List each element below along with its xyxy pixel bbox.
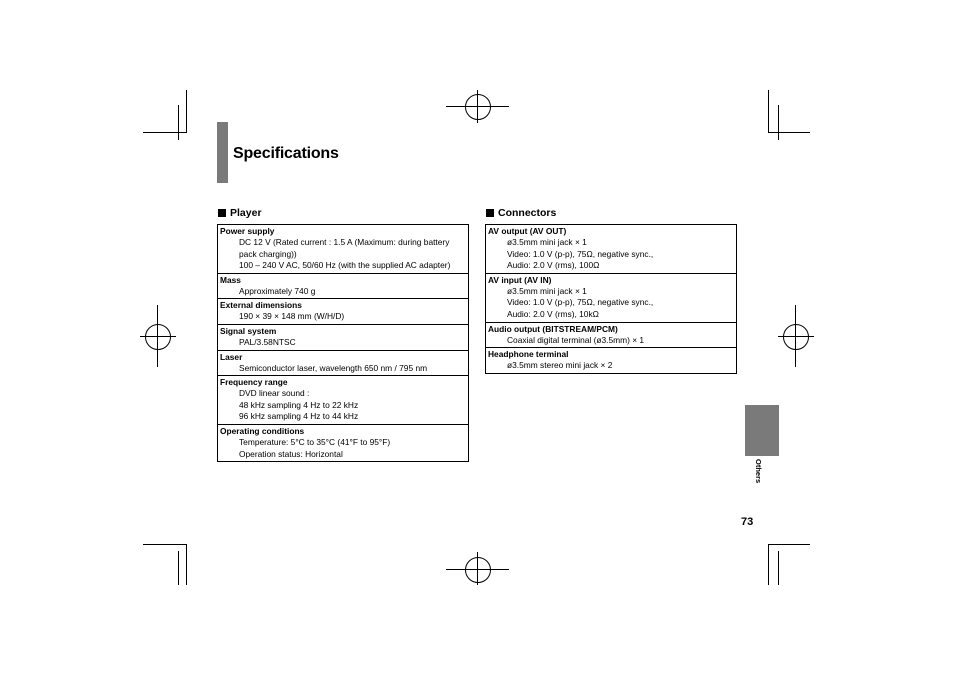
table-row xyxy=(218,299,468,325)
player-heading-text: Player xyxy=(230,207,262,219)
spec-value: 100 – 240 V AC, 50/60 Hz (with the supplied AC adapter) xyxy=(239,260,451,271)
table-row xyxy=(218,325,468,351)
table-row xyxy=(486,348,736,374)
spec-value: 96 kHz sampling 4 Hz to 44 kHz xyxy=(239,411,359,422)
spec-name: Operating conditions xyxy=(220,425,305,436)
spec-value: DVD linear sound : xyxy=(239,388,310,399)
table-row xyxy=(486,274,736,323)
spec-value: 48 kHz sampling 4 Hz to 22 kHz xyxy=(239,399,359,410)
table-row xyxy=(486,323,736,349)
spec-name: External dimensions xyxy=(220,300,302,311)
table-row xyxy=(486,225,736,274)
table-row xyxy=(218,351,468,377)
spec-value: ø3.5mm mini jack × 1 xyxy=(507,285,587,296)
spec-value: Video: 1.0 V (p-p), 75Ω, negative sync., xyxy=(507,248,654,259)
spec-value: Approximately 740 g xyxy=(239,285,316,296)
table-row xyxy=(218,376,468,425)
spec-value: DC 12 V (Rated current : 1.5 A (Maximum: during battery xyxy=(239,237,450,247)
spec-value: PAL/3.58NTSC xyxy=(239,336,296,347)
side-tab-label: Others xyxy=(754,459,763,484)
spec-name: AV input (AV IN) xyxy=(488,274,552,285)
spec-name: Laser xyxy=(220,351,243,362)
spec-value: pack charging)) xyxy=(239,248,297,259)
square-bullet-icon xyxy=(218,209,226,217)
page-title: Specifications xyxy=(233,145,339,162)
player-spec-table xyxy=(217,224,469,462)
spec-value: ø3.5mm mini jack × 1 xyxy=(507,237,587,247)
spec-value: Temperature: 5°C to 35°C (41°F to 95°F) xyxy=(239,436,391,447)
title-accent-bar xyxy=(217,122,228,183)
player-section-heading xyxy=(218,207,262,219)
spec-name: Power supply xyxy=(220,226,275,236)
spec-value: Audio: 2.0 V (rms), 10kΩ xyxy=(507,308,599,319)
spec-value: Audio: 2.0 V (rms), 100Ω xyxy=(507,260,600,271)
spec-name: Audio output (BITSTREAM/PCM) xyxy=(488,323,618,334)
spec-name: AV output (AV OUT) xyxy=(488,226,567,236)
spec-value: Operation status: Horizontal xyxy=(239,448,343,459)
spec-value: Video: 1.0 V (p-p), 75Ω, negative sync., xyxy=(507,297,654,308)
connectors-heading-text: Connectors xyxy=(498,207,557,219)
table-row xyxy=(218,425,468,462)
spec-name: Signal system xyxy=(220,325,277,336)
spec-value: ø3.5mm stereo mini jack × 2 xyxy=(507,360,613,371)
connectors-spec-table xyxy=(485,224,737,374)
spec-name: Mass xyxy=(220,274,241,285)
spec-value: Semiconductor laser, wavelength 650 nm / 795 nm xyxy=(239,362,428,373)
table-row xyxy=(218,225,468,274)
table-row xyxy=(218,274,468,300)
spec-name: Frequency range xyxy=(220,377,288,388)
side-tab xyxy=(745,405,779,456)
spec-value: 190 × 39 × 148 mm (W/H/D) xyxy=(239,311,345,322)
page-number: 73 xyxy=(741,516,754,528)
spec-name: Headphone terminal xyxy=(488,349,569,360)
connectors-section-heading xyxy=(486,207,556,219)
spec-value: Coaxial digital terminal (ø3.5mm) × 1 xyxy=(507,334,645,345)
square-bullet-icon xyxy=(486,209,494,217)
